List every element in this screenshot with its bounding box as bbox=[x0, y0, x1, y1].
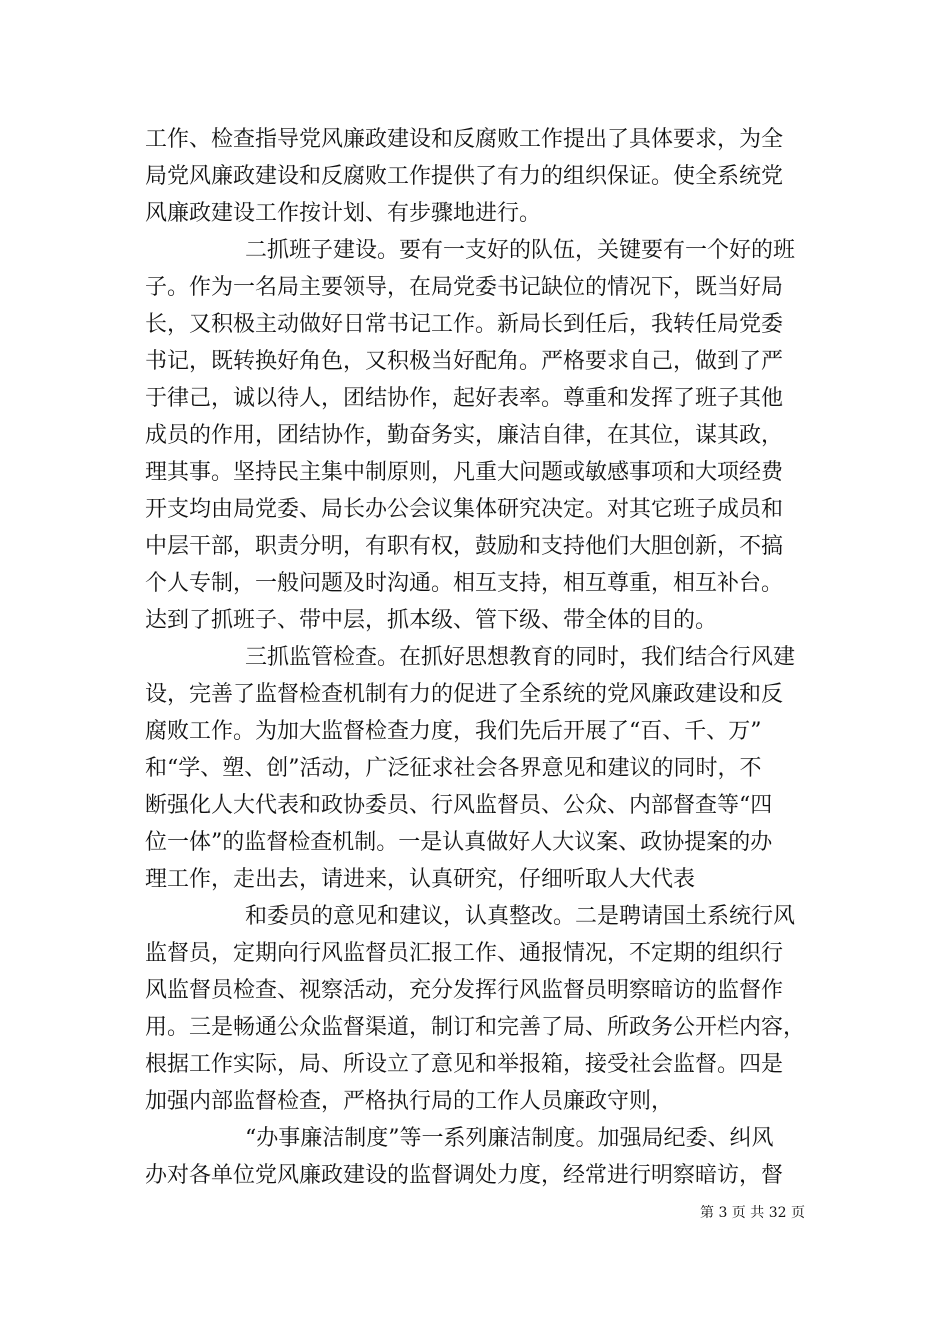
text-line: 局党风廉政建设和反腐败工作提供了有力的组织保证。使全系统党 bbox=[145, 164, 784, 189]
text-line: 子。作为一名局主要领导，在局党委书记缺位的情况下，既当好局 bbox=[145, 275, 784, 300]
text-line: 开支均由局党委、局长办公会议集体研究决定。对其它班子成员和 bbox=[145, 497, 784, 522]
text-line: 位一体”的监督检查机制。一是认真做好人大议案、政协提案的办 bbox=[145, 830, 773, 855]
text-line: 风监督员检查、视察活动，充分发挥行风监督员明察暗访的监督作 bbox=[145, 978, 784, 1003]
text-line: 风廉政建设工作按计划、有步骤地进行。 bbox=[145, 201, 542, 226]
text-line: 个人专制，一般问题及时沟通。相互支持，相互尊重，相互补台。 bbox=[145, 571, 784, 596]
text-line: 于律己，诚以待人，团结协作，起好表率。尊重和发挥了班子其他 bbox=[145, 386, 784, 411]
text-line: 设，完善了监督检查机制有力的促进了全系统的党风廉政建设和反 bbox=[145, 682, 784, 707]
text-line: 成员的作用，团结协作，勤奋务实，廉洁自律，在其位，谋其政， bbox=[145, 423, 784, 448]
text-line: 达到了抓班子、带中层，抓本级、管下级、带全体的目的。 bbox=[145, 608, 718, 633]
text-line: 理其事。坚持民主集中制原则，凡重大问题或敏感事项和大项经费 bbox=[145, 460, 784, 485]
text-line: 监督员，定期向行风监督员汇报工作、通报情况，不定期的组织行 bbox=[145, 941, 784, 966]
paragraph-start-line: “办事廉洁制度”等一系列廉洁制度。加强局纪委、纠风 bbox=[245, 1126, 774, 1151]
text-line: 腐败工作。为加大监督检查力度，我们先后开展了“百、千、万” bbox=[145, 719, 762, 744]
text-line: 理工作，走出去，请进来，认真研究，仔细听取人大代表 bbox=[145, 867, 696, 892]
paragraph-start-line: 二抓班子建设。要有一支好的队伍，关键要有一个好的班 bbox=[245, 238, 796, 263]
text-line: 断强化人大代表和政协委员、行风监督员、公众、内部督查等“四 bbox=[145, 793, 773, 818]
text-line: 办对各单位党风廉政建设的监督调处力度，经常进行明察暗访，督 bbox=[145, 1163, 784, 1188]
text-line: 根据工作实际，局、所设立了意见和举报箱，接受社会监督。四是 bbox=[145, 1052, 784, 1077]
text-line: 和“学、塑、创”活动，广泛征求社会各界意见和建议的同时，不 bbox=[145, 756, 762, 781]
text-line: 书记，既转换好角色，又积极当好配角。严格要求自己，做到了严 bbox=[145, 349, 784, 374]
text-line: 加强内部监督检查，严格执行局的工作人员廉政守则， bbox=[145, 1089, 674, 1114]
text-line: 用。三是畅通公众监督渠道，制订和完善了局、所政务公开栏内容， bbox=[145, 1015, 806, 1040]
text-line: 长，又积极主动做好日常书记工作。新局长到任后，我转任局党委 bbox=[145, 312, 784, 337]
text-line: 工作、检查指导党风廉政建设和反腐败工作提出了具体要求，为全 bbox=[145, 127, 784, 152]
paragraph-start-line: 和委员的意见和建议，认真整改。二是聘请国土系统行风 bbox=[245, 904, 796, 929]
text-line: 中层干部，职责分明，有职有权，鼓励和支持他们大胆创新，不搞 bbox=[145, 534, 784, 559]
page-number: 第 3 页 共 32 页 bbox=[700, 1205, 805, 1221]
paragraph-start-line: 三抓监管检查。在抓好思想教育的同时，我们结合行风建 bbox=[245, 645, 796, 670]
